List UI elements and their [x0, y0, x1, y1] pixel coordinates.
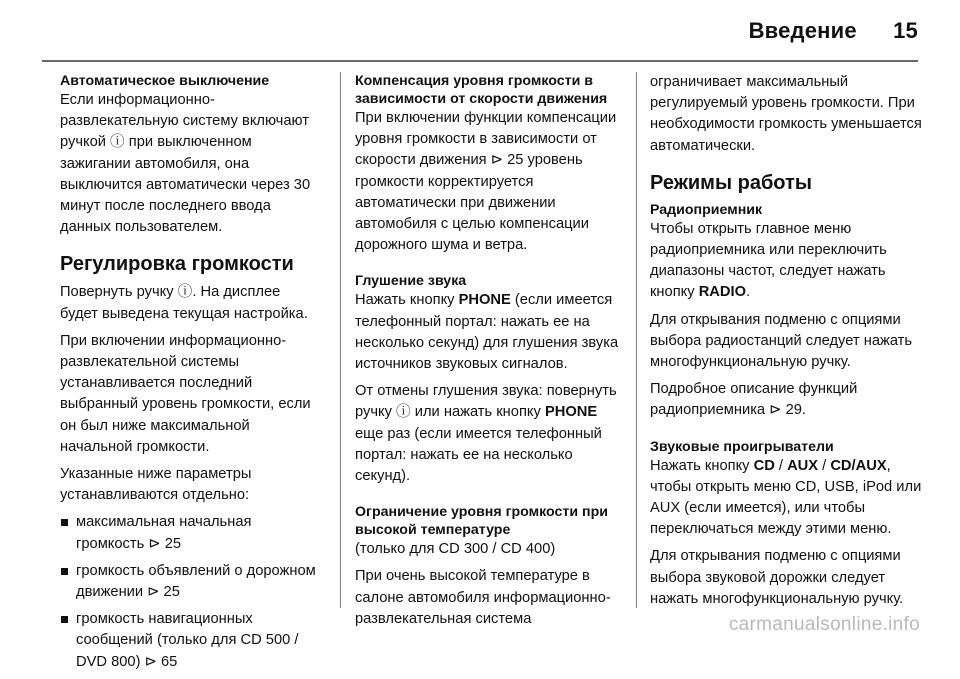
audio-paragraph-1: Нажать кнопку CD / AUX / CD/AUX, чтобы открыть меню CD, USB, iPod или AUX (если имеется), или чтобы переключаться между этими меню.	[650, 457, 922, 538]
volume-paragraph-2: При включении информационно-развлекательной системы устанавливается последний выбранный уровень громкости, если он был ниже максимальной начальной громкости.	[60, 332, 311, 455]
bullet-square-icon	[61, 616, 68, 623]
section-auto-off-body: Если информационно-развлекательную систему включают ручкой ⓘ при выключенном зажигании автомобиля, она выключится автоматически через 30 минут после последнего ввода данных пользователем.	[60, 92, 311, 236]
header-rule	[42, 60, 918, 62]
watermark: carmanualsonline.info	[728, 614, 920, 635]
column-divider-2	[636, 72, 637, 608]
section-auto-off-title: Автоматическое выключение	[60, 73, 270, 89]
section-volume-title: Регулировка громкости	[60, 253, 294, 276]
column-divider-1	[340, 72, 341, 608]
section-temp-title: Ограничение уровня громкости при высокой температуре	[355, 504, 608, 539]
bullet-square-icon	[61, 568, 68, 575]
volume-paragraph-3: Указанные ниже параметры устанавливаются отдельно:	[60, 466, 252, 504]
bullet-square-icon	[61, 519, 68, 526]
radio-button-label: RADIO	[698, 284, 747, 301]
cd-button-label: CD	[753, 457, 775, 474]
audio-paragraph-2: Для открывания подменю с опциями выбора звуковой дорожки следует нажать многофункциональную ручку.	[650, 548, 904, 607]
radio-paragraph-2: Для открывания подменю с опциями выбора радиостанций следует нажать многофункциональную ручку.	[650, 311, 913, 371]
phone-button-label: PHONE	[458, 292, 511, 309]
list-item: громкость навигационных сообщений (только для CD 500 / DVD 800) ⊳ 65	[60, 609, 322, 673]
cd-aux-button-label: CD/AUX	[830, 457, 887, 474]
section-speed-title: Компенсация уровня громкости в зависимости от скорости движения	[355, 73, 608, 107]
temp-paragraph-1: (только для CD 300 / CD 400)	[355, 541, 556, 558]
page-title: Введение	[748, 18, 857, 43]
section-modes-title: Режимы работы	[650, 171, 812, 194]
temp-continuation: ограничивает максимальный регулируемый уровень громкости. При необходимости громкость уменьшается автоматически.	[650, 74, 922, 154]
phone-button-label: PHONE	[544, 404, 598, 421]
radio-paragraph-1: Чтобы открыть главное меню радиоприемника или переключить диапазоны частот, следует нажать кнопку RADIO.	[650, 220, 887, 301]
mute-paragraph-2: От отмены глушения звука: повернуть ручку ⓘ или нажать кнопку PHONE еще раз (если имеется телефонный портал: нажать ее на несколько секунд).	[355, 383, 617, 485]
column-3	[650, 72, 922, 616]
section-speed-body: При включении функции компенсации уровня громкости в зависимости от скорости движения ⊳ 25 уровень громкости корректируется автоматически при движении автомобиля с целью компенсации дорожного шума и ветра.	[355, 110, 617, 254]
page-number: 15	[893, 18, 918, 43]
column-1	[60, 72, 322, 679]
volume-paragraph-1: Повернуть ручку ⓘ. На дисплее будет выведена текущая настройка.	[60, 284, 308, 322]
page-header	[749, 18, 918, 44]
volume-settings-list	[60, 512, 322, 672]
radio-paragraph-3: Подробное описание функций радиоприемника ⊳ 29.	[650, 381, 858, 419]
section-radio-title: Радиоприемник	[650, 201, 763, 218]
aux-button-label: AUX	[787, 457, 819, 474]
section-audio-title: Звуковые проигрыватели	[650, 438, 834, 455]
list-item: максимальная начальная громкость ⊳ 25	[60, 512, 322, 554]
mute-paragraph-1: Нажать кнопку PHONE (если имеется телефонный портал: нажать ее на несколько секунд) для глушения звука источников звуковых сигналов.	[355, 292, 619, 373]
column-2	[355, 72, 627, 636]
section-mute-title: Глушение звука	[355, 273, 467, 290]
list-item: громкость объявлений о дорожном движении ⊳ 25	[60, 561, 322, 603]
temp-paragraph-2: При очень высокой температуре в салоне автомобиля информационно-развлекательная система	[355, 568, 611, 627]
